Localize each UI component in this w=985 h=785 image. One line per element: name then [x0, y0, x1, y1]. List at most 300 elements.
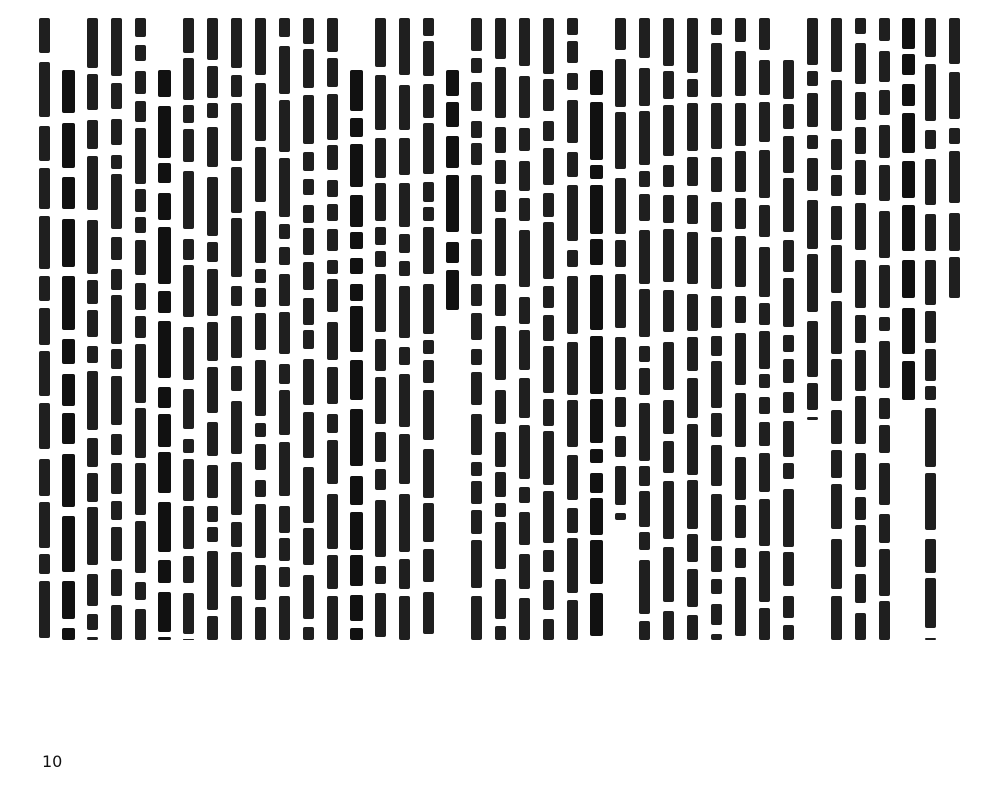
script-heading-column	[347, 0, 367, 785]
script-word	[925, 260, 936, 305]
script-word	[446, 136, 459, 168]
script-word	[567, 152, 578, 177]
script-word	[783, 392, 794, 413]
script-word	[711, 336, 722, 356]
script-word	[375, 274, 386, 332]
script-word	[207, 465, 218, 498]
script-text-column	[635, 0, 655, 785]
script-word	[303, 627, 314, 640]
script-word	[62, 374, 75, 406]
script-word	[615, 112, 626, 169]
script-word	[350, 258, 363, 274]
script-word	[735, 577, 746, 636]
script-word	[879, 90, 890, 115]
script-word	[255, 288, 266, 307]
script-word	[158, 637, 171, 640]
script-word	[350, 595, 363, 621]
script-word	[62, 177, 75, 209]
script-word	[567, 41, 578, 63]
script-word	[231, 218, 242, 277]
script-word	[39, 308, 50, 345]
script-word	[231, 596, 242, 640]
script-word	[111, 174, 122, 229]
script-word	[231, 401, 242, 454]
script-word	[135, 463, 146, 515]
script-word	[687, 615, 698, 640]
script-word	[687, 18, 698, 73]
script-word	[255, 607, 266, 640]
script-word	[543, 431, 554, 485]
script-word	[399, 494, 410, 552]
script-text-column	[827, 0, 847, 785]
script-word	[735, 457, 746, 500]
script-word	[111, 349, 122, 369]
script-word	[303, 359, 314, 405]
script-word	[327, 555, 338, 589]
script-word	[183, 58, 194, 100]
script-word	[423, 41, 434, 76]
script-word	[39, 459, 50, 496]
script-word	[111, 501, 122, 520]
script-word	[663, 290, 674, 332]
script-word	[87, 74, 98, 110]
script-word	[831, 245, 842, 293]
script-word	[111, 295, 122, 344]
script-word	[135, 582, 146, 600]
script-word	[902, 54, 915, 75]
script-word	[303, 49, 314, 88]
script-word	[87, 346, 98, 363]
script-word	[446, 242, 459, 263]
script-word	[183, 129, 194, 162]
script-word	[135, 101, 146, 122]
script-word	[279, 100, 290, 152]
script-word	[639, 368, 650, 395]
script-word	[615, 436, 626, 457]
script-word	[783, 552, 794, 586]
script-word	[423, 503, 434, 542]
script-word	[135, 189, 146, 212]
script-word	[471, 18, 482, 51]
script-word	[399, 138, 410, 175]
script-word	[135, 45, 146, 61]
script-word	[327, 596, 338, 640]
script-word	[711, 445, 722, 486]
script-word	[590, 70, 603, 95]
script-word	[183, 327, 194, 380]
script-word	[231, 75, 242, 97]
script-word	[350, 284, 363, 301]
script-word	[495, 432, 506, 467]
script-word	[783, 359, 794, 383]
script-word	[158, 193, 171, 220]
script-word	[831, 596, 842, 640]
script-text-column	[83, 0, 103, 785]
script-word	[687, 569, 698, 607]
script-word	[759, 247, 770, 297]
script-word	[303, 179, 314, 195]
script-word	[279, 247, 290, 265]
script-word	[519, 128, 530, 151]
script-word	[111, 605, 122, 640]
script-word	[399, 18, 410, 75]
script-word	[687, 103, 698, 151]
script-word	[327, 204, 338, 221]
script-word	[783, 240, 794, 272]
script-word	[350, 195, 363, 227]
script-word	[350, 409, 363, 466]
script-word	[879, 125, 890, 158]
script-heading-column	[899, 0, 919, 785]
script-word	[135, 18, 146, 37]
script-word	[567, 100, 578, 143]
script-word	[375, 183, 386, 221]
script-word	[375, 566, 386, 584]
script-word	[639, 560, 650, 614]
script-word	[567, 508, 578, 533]
script-word	[663, 71, 674, 99]
script-word	[711, 43, 722, 97]
script-word	[279, 567, 290, 587]
script-word	[590, 185, 603, 234]
script-text-column	[323, 0, 343, 785]
script-word	[615, 178, 626, 234]
script-word	[567, 538, 578, 593]
script-word	[231, 286, 242, 306]
script-word	[423, 227, 434, 274]
script-word	[87, 280, 98, 304]
script-word	[207, 103, 218, 118]
script-word	[399, 596, 410, 640]
script-word	[759, 551, 770, 602]
script-word	[62, 339, 75, 364]
script-word	[590, 399, 603, 443]
script-word	[519, 378, 530, 418]
script-word	[279, 224, 290, 239]
script-word	[350, 628, 363, 640]
script-word	[471, 596, 482, 640]
script-word	[471, 82, 482, 111]
script-word	[303, 330, 314, 349]
script-word	[423, 360, 434, 383]
script-word	[925, 408, 936, 467]
script-word	[471, 313, 482, 340]
script-word	[639, 289, 650, 337]
script-text-column	[875, 0, 895, 785]
script-word	[855, 315, 866, 343]
script-word	[327, 279, 338, 312]
script-word	[711, 361, 722, 408]
script-word	[663, 441, 674, 473]
script-word	[495, 390, 506, 424]
script-word	[183, 639, 194, 640]
script-word	[135, 240, 146, 275]
script-word	[87, 220, 98, 274]
script-word	[471, 481, 482, 504]
script-word	[567, 18, 578, 35]
script-word	[111, 155, 122, 169]
script-word	[471, 121, 482, 138]
script-word	[807, 254, 818, 312]
script-word	[303, 18, 314, 44]
script-word	[519, 487, 530, 503]
script-word	[783, 104, 794, 129]
script-word	[807, 93, 818, 127]
script-word	[639, 230, 650, 284]
script-word	[303, 95, 314, 144]
script-word	[423, 182, 434, 202]
script-word	[639, 621, 650, 640]
script-word	[687, 337, 698, 371]
script-word	[303, 412, 314, 458]
script-word	[735, 103, 746, 146]
script-word	[255, 147, 266, 202]
script-word	[375, 75, 386, 130]
script-word	[207, 506, 218, 522]
script-word	[87, 156, 98, 210]
script-word	[879, 514, 890, 543]
script-word	[87, 614, 98, 630]
script-word	[207, 66, 218, 98]
script-word	[759, 60, 770, 95]
script-word	[446, 270, 459, 310]
script-word	[831, 206, 842, 240]
script-word	[735, 393, 746, 447]
script-word	[423, 592, 434, 634]
script-word	[399, 234, 410, 253]
script-word	[183, 556, 194, 583]
script-word	[183, 389, 194, 429]
script-word	[303, 228, 314, 255]
script-word	[687, 79, 698, 97]
script-word	[567, 250, 578, 267]
script-word	[543, 580, 554, 610]
script-word	[783, 489, 794, 547]
script-word	[855, 127, 866, 154]
script-word	[759, 499, 770, 546]
script-word	[87, 371, 98, 430]
script-word	[111, 83, 122, 109]
script-word	[183, 506, 194, 549]
script-word	[399, 434, 410, 484]
script-word	[183, 239, 194, 260]
script-word	[350, 476, 363, 505]
script-word	[783, 421, 794, 457]
script-word	[590, 498, 603, 535]
script-word	[639, 171, 650, 187]
script-word	[615, 59, 626, 107]
script-word	[62, 581, 75, 619]
script-word	[735, 548, 746, 568]
script-word	[39, 403, 50, 449]
script-word	[158, 387, 171, 408]
script-word	[375, 227, 386, 245]
script-word	[759, 397, 770, 414]
script-word	[759, 303, 770, 325]
script-word	[495, 522, 506, 569]
script-heading-column	[155, 0, 175, 785]
script-word	[807, 71, 818, 86]
script-word	[399, 261, 410, 276]
script-word	[446, 102, 459, 127]
script-word	[855, 453, 866, 490]
script-word	[735, 333, 746, 385]
script-word	[62, 219, 75, 267]
script-word	[350, 232, 363, 249]
script-word	[543, 315, 554, 341]
script-text-column	[467, 0, 487, 785]
script-word	[543, 286, 554, 308]
script-word	[543, 619, 554, 640]
script-word	[735, 505, 746, 538]
script-word	[615, 466, 626, 505]
script-word	[87, 310, 98, 337]
script-word	[279, 538, 290, 561]
script-word	[495, 326, 506, 380]
script-word	[855, 203, 866, 250]
script-word	[375, 377, 386, 424]
script-word	[879, 51, 890, 82]
script-word	[663, 195, 674, 223]
script-word	[495, 284, 506, 316]
script-word	[327, 494, 338, 549]
script-word	[567, 600, 578, 640]
script-word	[207, 422, 218, 456]
script-word	[567, 185, 578, 241]
script-word	[111, 527, 122, 561]
script-word	[471, 510, 482, 534]
script-word	[543, 550, 554, 572]
script-word	[471, 143, 482, 165]
script-word	[87, 120, 98, 149]
script-word	[687, 424, 698, 475]
script-word	[590, 165, 603, 179]
script-word	[423, 340, 434, 354]
script-word	[831, 484, 842, 529]
script-word	[519, 161, 530, 191]
script-word	[375, 339, 386, 371]
script-word	[495, 127, 506, 153]
script-word	[327, 18, 338, 52]
script-word	[495, 472, 506, 497]
script-word	[471, 175, 482, 234]
script-word	[183, 105, 194, 123]
script-word	[39, 168, 50, 209]
page-number: 10	[42, 752, 63, 771]
script-word	[350, 144, 363, 187]
script-word	[687, 534, 698, 562]
script-word	[855, 160, 866, 195]
script-text-column	[659, 0, 679, 785]
script-text-column	[299, 0, 319, 785]
script-word	[279, 274, 290, 306]
script-word	[39, 62, 50, 117]
script-word	[925, 386, 936, 400]
script-word	[375, 18, 386, 67]
script-word	[879, 265, 890, 308]
script-text-column	[251, 0, 271, 785]
script-word	[255, 18, 266, 75]
script-text-column	[731, 0, 751, 785]
script-text-column	[203, 0, 223, 785]
script-word	[711, 634, 722, 640]
script-word	[350, 555, 363, 586]
script-word	[135, 316, 146, 338]
script-word	[183, 593, 194, 634]
script-text-column	[851, 0, 871, 785]
script-word	[255, 269, 266, 283]
script-word	[711, 157, 722, 192]
script-word	[279, 442, 290, 496]
script-word	[62, 70, 75, 113]
script-word	[327, 440, 338, 484]
script-text-column	[35, 0, 55, 785]
script-word	[902, 205, 915, 251]
script-word	[495, 160, 506, 184]
script-word	[855, 574, 866, 603]
script-word	[39, 554, 50, 574]
script-word	[255, 423, 266, 437]
script-heading-column	[587, 0, 607, 785]
script-word	[87, 574, 98, 606]
script-word	[87, 473, 98, 502]
script-word	[783, 625, 794, 640]
script-word	[783, 136, 794, 173]
script-word	[543, 222, 554, 279]
script-word	[663, 105, 674, 156]
script-word	[759, 102, 770, 142]
script-word	[231, 18, 242, 68]
script-word	[925, 64, 936, 121]
script-word	[423, 18, 434, 36]
script-word	[925, 159, 936, 205]
script-text-column	[707, 0, 727, 785]
script-word	[62, 276, 75, 330]
script-word	[375, 469, 386, 490]
script-word	[350, 118, 363, 137]
script-word	[255, 565, 266, 600]
script-word	[759, 374, 770, 388]
script-word	[158, 414, 171, 447]
script-word	[543, 346, 554, 393]
script-word	[687, 294, 698, 331]
script-word	[831, 539, 842, 589]
script-word	[519, 76, 530, 118]
script-word	[111, 18, 122, 76]
script-word	[375, 138, 386, 178]
script-text-column	[755, 0, 775, 785]
script-word	[495, 218, 506, 276]
script-text-column	[371, 0, 391, 785]
script-word	[925, 18, 936, 57]
script-word	[711, 604, 722, 625]
script-word	[399, 286, 410, 338]
script-word	[39, 276, 50, 301]
script-word	[590, 473, 603, 493]
script-word	[925, 578, 936, 628]
script-word	[783, 278, 794, 327]
script-word	[135, 128, 146, 184]
script-word	[807, 417, 818, 420]
script-word	[135, 521, 146, 573]
script-word	[327, 94, 338, 140]
script-word	[423, 449, 434, 498]
script-word	[543, 121, 554, 141]
script-word	[711, 296, 722, 328]
script-word	[303, 262, 314, 290]
script-word	[207, 177, 218, 236]
script-word	[471, 349, 482, 365]
